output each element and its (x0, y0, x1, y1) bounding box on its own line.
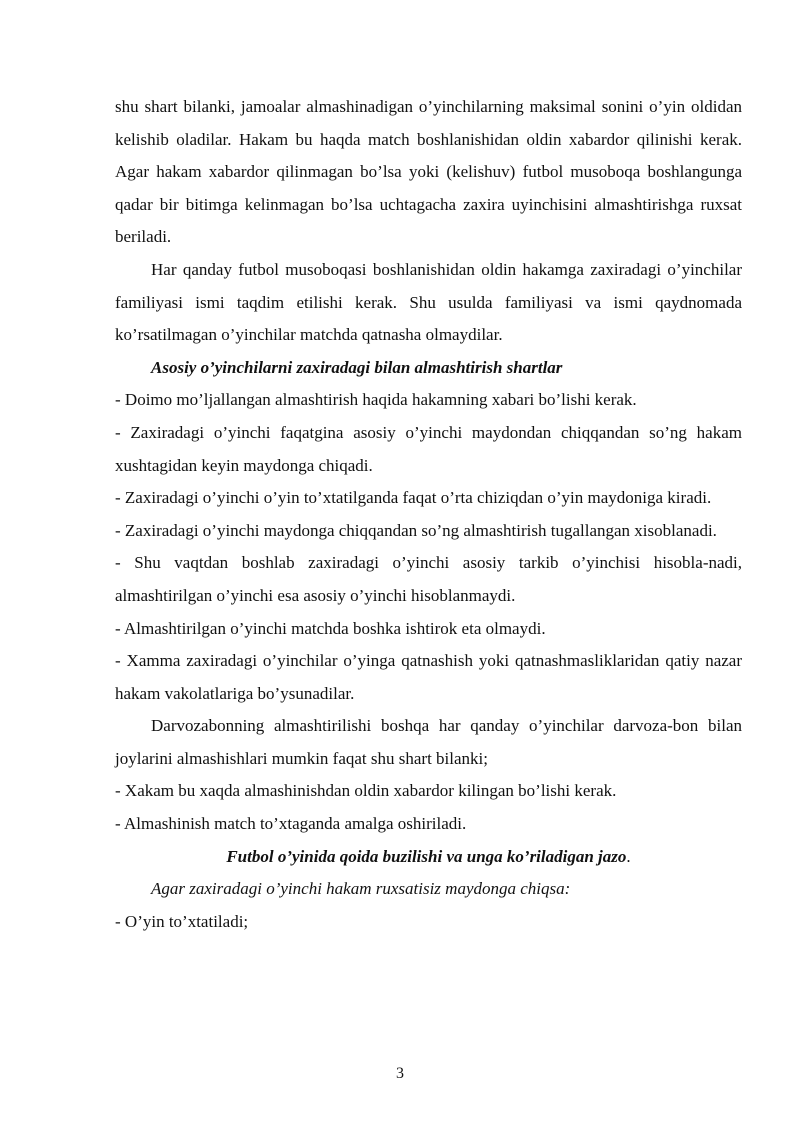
heading-period: . (626, 846, 631, 866)
list-item: - Almashtirilgan o’yinchi matchda boshka ishtirok eta olmaydi. (115, 618, 546, 638)
list-item: - Shu vaqtdan boshlab zaxiradagi o’yinchi asosiy tarkib o’yinchisi hisobla-nadi, almashtirilgan o’yinchi esa asosiy o’yinchi hisoblanmaydi. (115, 553, 742, 605)
paragraph-substitution-agreement: shu shart bilanki, jamoalar almashinadigan o’yinchilarning maksimal sonini o’yin oldidan kelishib oladilar. Hakam bu haqda match boshlanishidan oldin xabardor qilinishi kerak. Agar hakam xabardor qilinmagan bo’lsa yoki (kelishuv) futbol musoboqa boshlangunga qadar bir bitimga kelinmagan bo’lsa uchtagacha zaxira uyinchisini almashtirishga ruxsat beriladi. (115, 97, 742, 247)
list-item: - Zaxiradagi o’yinchi faqatgina asosiy o’yinchi maydondan chiqqandan so’ng hakam xushtagidan keyin maydonga chiqadi. (115, 422, 742, 475)
heading-text: Asosiy o’yinchilarni zaxiradagi bilan almashtirish shartlar (151, 357, 563, 377)
list-item: - Almashinish match to’xtaganda amalga oshiriladi. (115, 814, 467, 834)
heading-text: Futbol o’yinida qoida buzilishi va unga ko’riladigan jazo (226, 846, 627, 866)
list-item: - Zaxiradagi o’yinchi maydonga chiqqandan so’ng almashtirish tugallangan xisoblanadi. (115, 520, 717, 540)
paragraph-goalkeeper-substitution: Darvozabonning almashtirilishi boshqa har qanday o’yinchilar darvoza-bon bilan joylarini almashishlari mumkin faqat shu shart bilanki; (115, 716, 742, 768)
section-heading-substitution-conditions (115, 352, 742, 385)
list-item: - Zaxiradagi o’yinchi o’yin to’xtatilganda faqat o’rta chiziqdan o’yin maydoniga kiradi. (115, 488, 712, 508)
document-body (115, 91, 742, 938)
section-heading-violations (115, 841, 742, 874)
list-item: - Xamma zaxiradagi o’yinchilar o’yinga qatnashish yoki qatnashmasliklaridan qatiy nazar hakam vakolatlariga bo’ysunadilar. (115, 651, 742, 703)
page-number: 3 (396, 1065, 404, 1082)
list-item: - Xakam bu xaqda almashinishdan oldin xabardor kilingan bo’lishi kerak. (115, 781, 617, 801)
paragraph-player-list: Har qanday futbol musoboqasi boshlanishidan oldin hakamga zaxiradagi o’yinchilar familiyasi ismi taqdim etilishi kerak. Shu usulda familiyasi va ismi qaydnomada ko’rsatilmagan o’yinchilar matchda qatnasha olmaydilar. (115, 259, 742, 345)
paragraph-unauthorized-entry: Agar zaxiradagi o’yinchi hakam ruxsatisiz maydonga chiqsa: (151, 879, 571, 899)
list-item: - O’yin to’xtatiladi; (115, 911, 249, 931)
list-item: - Doimo mo’ljallangan almashtirish haqida hakamning xabari bo’lishi kerak. (115, 390, 637, 410)
